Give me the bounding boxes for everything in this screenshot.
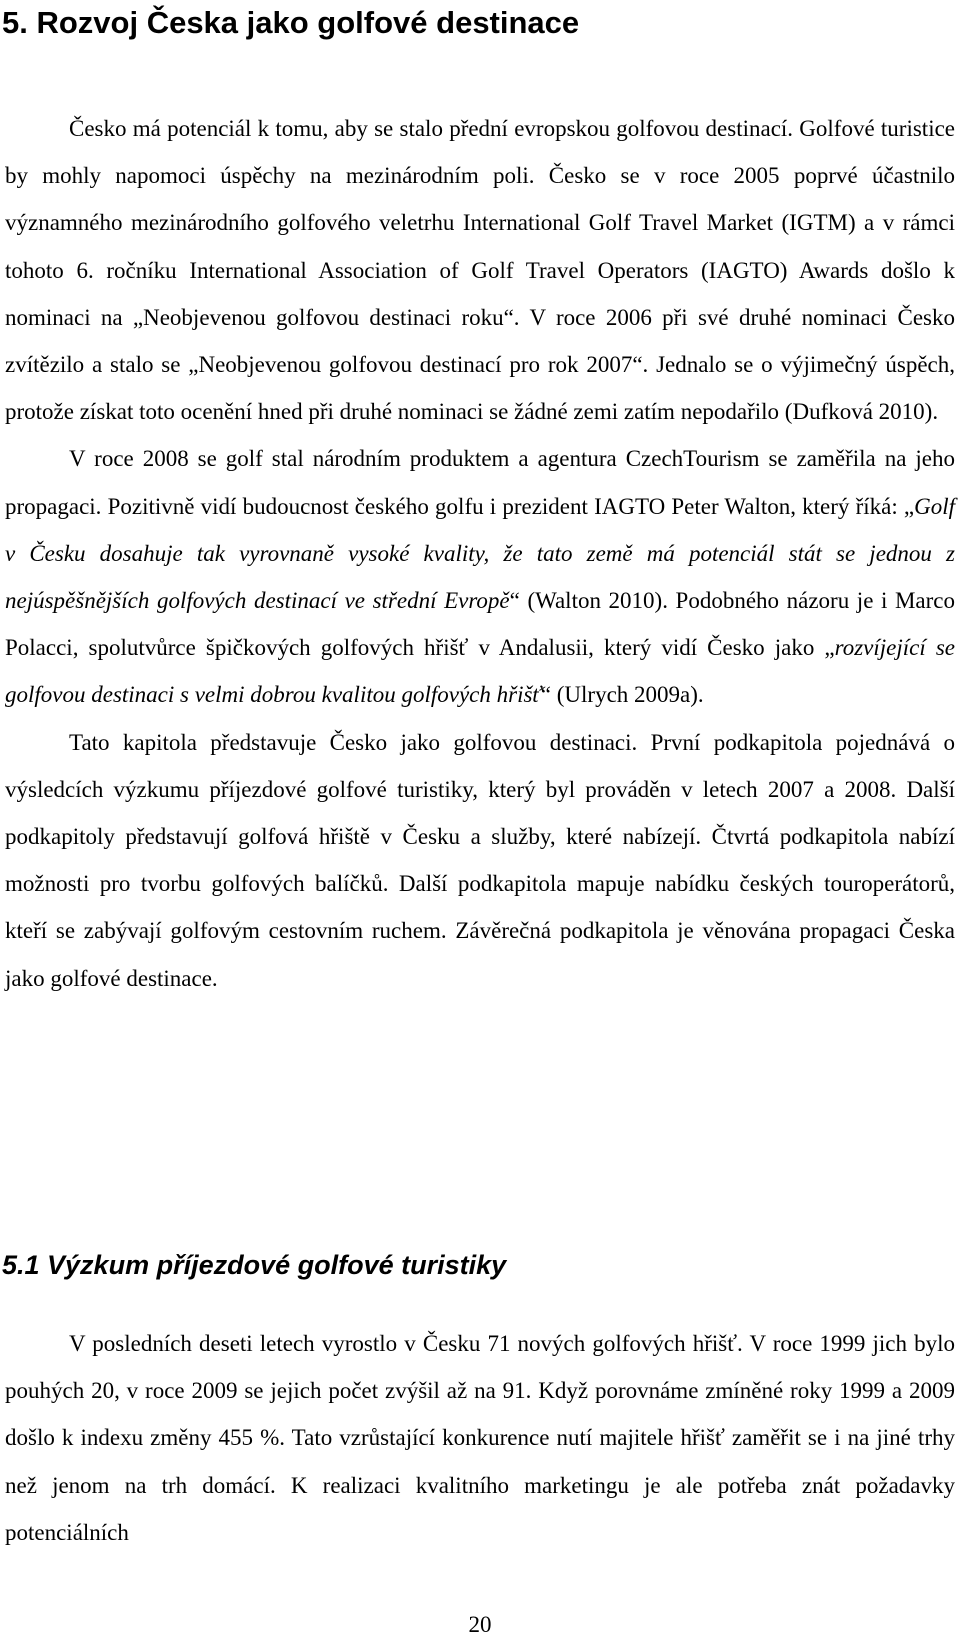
paragraph-quotes	[5, 435, 955, 718]
section-body	[5, 1320, 955, 1556]
paragraph-chapter-overview: Tato kapitola představuje Česko jako golfovou destinaci. První podkapitola pojednává o výsledcích výzkumu příjezdové golfové turistiky, který byl prováděn v letech 2007 a 2008. Další podkapitoly představují golfová hřiště v Česku a služby, které nabízejí. Čtvrtá podkapitola nabízí možnosti pro tvorbu golfových balíčků. Další podkapitola mapuje nabídku českých touroperátorů, kteří se zabývají golfovým cestovním ruchem. Závěrečná podkapitola je věnována propagaci Česka jako golfové destinace.	[5, 729, 955, 991]
quote-polacci: rozvíjející se golfovou destinaci s velmi dobrou kvalitou golfových hřišť	[5, 635, 955, 708]
chapter-heading: 5. Rozvoj Česka jako golfové destinace	[2, 5, 580, 40]
paragraph-text: V roce 2008 se golf stal národním produktem a agentura CzechTourism se zaměřila na jeho propagaci. Pozitivně vidí budoucnost českého golfu i prezident IAGTO Peter Walton, který říká: „	[5, 446, 955, 519]
paragraph-research: V posledních deseti letech vyrostlo v Česku 71 nových golfových hřišť. V roce 1999 jich bylo pouhých 20, v roce 2009 se jejich počet zvýšil až na 91. Když porovnáme zmíněné roky 1999 a 2009 došlo k indexu změny 455 %. Tato vzrůstající konkurence nutí majitele hřišť zaměřit se i na jiné trhy než jenom na trh domácí. K realizaci kvalitního marketingu je ale potřeba znát požadavky potenciálních	[5, 1331, 955, 1545]
paragraph-text: “ (Ulrych 2009a).	[540, 682, 704, 708]
paragraph-text: “ (Walton 2010). Podobného názoru je i Marco Polacci, spolutvůrce špičkových golfových hřišť v Andalusii, který vidí Česko jako „	[5, 588, 956, 661]
page-number: 20	[468, 1612, 492, 1637]
section-heading: 5.1 Výzkum příjezdové golfové turistiky	[2, 1250, 507, 1280]
paragraph-intro: Česko má potenciál k tomu, aby se stalo přední evropskou golfovou destinací. Golfové turistice by mohly napomoci úspěchy na mezinárodním poli. Česko se v roce 2005 poprvé účastnilo významného mezinárodního golfového veletrhu International Golf Travel Market (IGTM) a v rámci tohoto 6. ročníku International Association of Golf Travel Operators (IAGTO) Awards došlo k nominaci na „Neobjevenou golfovou destinaci roku“. V roce 2006 při své druhé nominaci Česko zvítězilo a stalo se „Neobjevenou golfovou destinací pro rok 2007“. Jednalo se o výjimečný úspěch, protože získat toto ocenění hned při druhé nominaci se žádné zemi zatím nepodařilo (Dufková 2010).	[5, 116, 955, 425]
quote-walton: Golf v Česku dosahuje tak vyrovnaně vysoké kvality, že tato země má potenciál stát se jednou z nejúspěšnějších golfových destinací ve střední Evropě	[5, 493, 955, 614]
chapter-body	[5, 105, 955, 1002]
